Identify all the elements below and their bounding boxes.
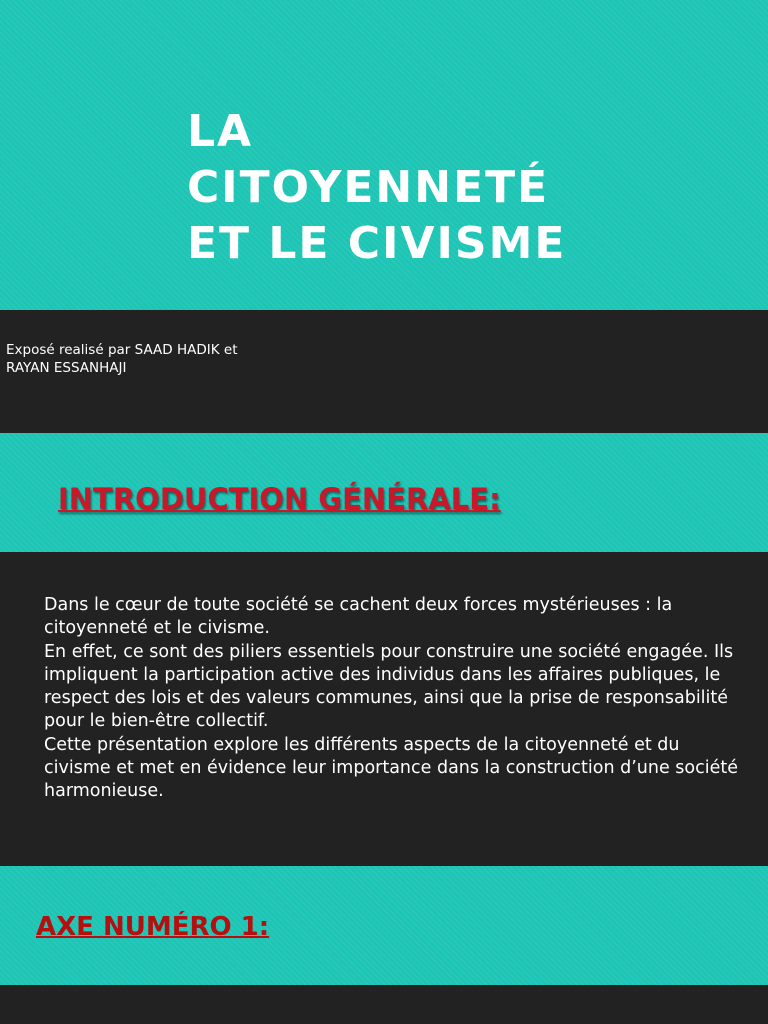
author-credit: Exposé realisé par SAAD HADIK et RAYAN ESSANHAJI	[6, 342, 238, 376]
intro-paragraph: Dans le cœur de toute société se cachent deux forces mystérieuses : la citoyenneté et le civisme.	[44, 595, 673, 639]
axe-content-panel	[0, 985, 768, 1024]
title-line: CITOYENNETÉ	[187, 162, 550, 213]
slide-title	[187, 104, 566, 272]
axe-heading: AXE NUMÉRO 1:	[36, 912, 270, 942]
intro-paragraph: Cette présentation explore les différents aspects de la citoyenneté et du civisme et met en évidence leur importance dans la construction d’une société harmonieuse.	[44, 734, 739, 802]
title-line: ET LE CIVISME	[187, 218, 567, 269]
intro-heading: INTRODUCTION GÉNÉRALE:	[58, 482, 501, 516]
intro-body-text	[44, 594, 744, 804]
title-line: LA	[187, 106, 254, 157]
intro-paragraph: En effet, ce sont des piliers essentiels pour construire une société engagée. Ils impliquent la participation active des individus dans les affaires publiques, le respect des lois et des valeurs communes, ainsi que la prise de responsabilité pour le bien-être collectif.	[44, 641, 734, 732]
